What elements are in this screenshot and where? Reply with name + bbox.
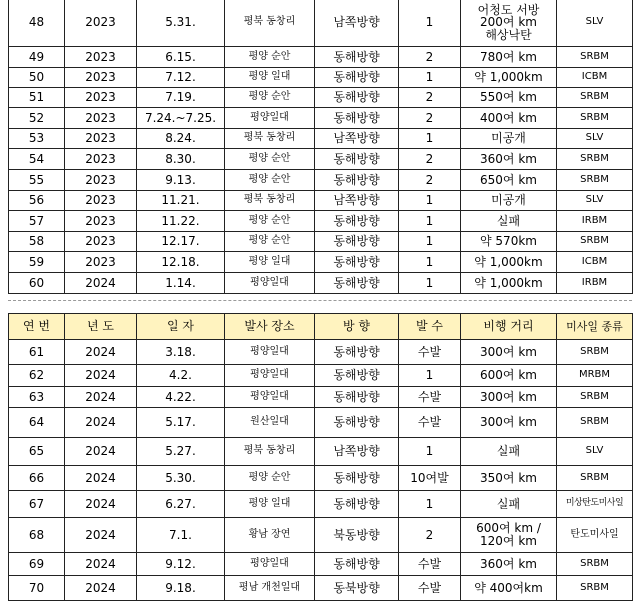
cell-no: 53 bbox=[9, 129, 65, 149]
cell-date: 7.24.~7.25. bbox=[137, 108, 225, 129]
table-row bbox=[9, 170, 633, 191]
cell-place: 황남 장연 bbox=[225, 518, 315, 553]
cell-count: 1 bbox=[399, 0, 461, 47]
table-row bbox=[9, 191, 633, 211]
cell-count: 1 bbox=[399, 365, 461, 387]
cell-place: 평북 동창리 bbox=[225, 0, 315, 47]
cell-date: 12.18. bbox=[137, 252, 225, 273]
cell-year: 2023 bbox=[65, 211, 137, 232]
cell-year: 2023 bbox=[65, 0, 137, 47]
cell-direction: 동해방향 bbox=[315, 553, 399, 576]
cell-place: 평양 순안 bbox=[225, 170, 315, 191]
cell-type: SRBM bbox=[557, 88, 633, 108]
cell-direction: 동해방향 bbox=[315, 340, 399, 365]
cell-count: 수발 bbox=[399, 553, 461, 576]
cell-year: 2023 bbox=[65, 191, 137, 211]
cell-direction: 동해방향 bbox=[315, 88, 399, 108]
cell-count: 1 bbox=[399, 191, 461, 211]
cell-type: SLV bbox=[557, 129, 633, 149]
cell-date: 5.30. bbox=[137, 466, 225, 491]
cell-distance: 약 1,000km bbox=[461, 68, 557, 88]
cell-year: 2023 bbox=[65, 149, 137, 170]
cell-no: 65 bbox=[9, 438, 65, 466]
cell-date: 7.12. bbox=[137, 68, 225, 88]
cell-date: 11.21. bbox=[137, 191, 225, 211]
cell-place: 평양 순안 bbox=[225, 88, 315, 108]
table-row bbox=[9, 211, 633, 232]
cell-date: 9.12. bbox=[137, 553, 225, 576]
cell-count: 2 bbox=[399, 170, 461, 191]
cell-distance: 400여 km bbox=[461, 108, 557, 129]
table-row bbox=[9, 273, 633, 294]
cell-type: 탄도미사일 bbox=[557, 518, 633, 553]
table-row bbox=[9, 88, 633, 108]
cell-count: 1 bbox=[399, 491, 461, 518]
cell-type: 미상탄도미사일 bbox=[557, 491, 633, 518]
cell-distance: 실패 bbox=[461, 491, 557, 518]
cell-no: 59 bbox=[9, 252, 65, 273]
cell-distance: 300여 km bbox=[461, 340, 557, 365]
cell-distance: 실패 bbox=[461, 211, 557, 232]
table-row bbox=[9, 149, 633, 170]
cell-direction: 동북방향 bbox=[315, 576, 399, 601]
cell-no: 58 bbox=[9, 232, 65, 252]
cell-no: 51 bbox=[9, 88, 65, 108]
cell-type: MRBM bbox=[557, 365, 633, 387]
cell-date: 8.30. bbox=[137, 149, 225, 170]
cell-direction: 동해방향 bbox=[315, 491, 399, 518]
cell-year: 2023 bbox=[65, 108, 137, 129]
cell-no: 55 bbox=[9, 170, 65, 191]
cell-no: 61 bbox=[9, 340, 65, 365]
table-row bbox=[9, 68, 633, 88]
cell-direction: 남쪽방향 bbox=[315, 438, 399, 466]
cell-place: 평양 순안 bbox=[225, 211, 315, 232]
cell-date: 5.27. bbox=[137, 438, 225, 466]
header-type: 미사일 종류 bbox=[557, 314, 633, 340]
table-row bbox=[9, 408, 633, 438]
cell-type: SRBM bbox=[557, 108, 633, 129]
cell-direction: 남쪽방향 bbox=[315, 129, 399, 149]
cell-place: 평북 동창리 bbox=[225, 129, 315, 149]
cell-place: 평양일대 bbox=[225, 365, 315, 387]
cell-no: 66 bbox=[9, 466, 65, 491]
table-row bbox=[9, 340, 633, 365]
cell-distance: 650여 km bbox=[461, 170, 557, 191]
cell-distance: 약 570km bbox=[461, 232, 557, 252]
cell-distance: 약 1,000km bbox=[461, 252, 557, 273]
cell-direction: 동해방향 bbox=[315, 47, 399, 68]
cell-no: 56 bbox=[9, 191, 65, 211]
cell-direction: 남쪽방향 bbox=[315, 191, 399, 211]
table-row bbox=[9, 576, 633, 601]
table-row bbox=[9, 553, 633, 576]
cell-year: 2023 bbox=[65, 232, 137, 252]
cell-place: 평양일대 bbox=[225, 553, 315, 576]
cell-distance: 600여 km / 120여 km bbox=[461, 518, 557, 553]
table-row bbox=[9, 129, 633, 149]
cell-type: ICBM bbox=[557, 68, 633, 88]
cell-type: SRBM bbox=[557, 576, 633, 601]
cell-distance: 미공개 bbox=[461, 129, 557, 149]
cell-no: 60 bbox=[9, 273, 65, 294]
header-count: 발 수 bbox=[399, 314, 461, 340]
cell-direction: 동해방향 bbox=[315, 466, 399, 491]
cell-no: 67 bbox=[9, 491, 65, 518]
table-row bbox=[9, 387, 633, 408]
cell-count: 2 bbox=[399, 108, 461, 129]
cell-distance: 약 1,000km bbox=[461, 273, 557, 294]
header-year: 년 도 bbox=[65, 314, 137, 340]
cell-place: 평양일대 bbox=[225, 273, 315, 294]
cell-count: 수발 bbox=[399, 576, 461, 601]
cell-distance: 실패 bbox=[461, 438, 557, 466]
cell-direction: 동해방향 bbox=[315, 211, 399, 232]
cell-no: 49 bbox=[9, 47, 65, 68]
cell-count: 1 bbox=[399, 68, 461, 88]
cell-year: 2024 bbox=[65, 408, 137, 438]
cell-place: 평남 개천일대 bbox=[225, 576, 315, 601]
table-row bbox=[9, 252, 633, 273]
cell-date: 12.17. bbox=[137, 232, 225, 252]
cell-year: 2023 bbox=[65, 170, 137, 191]
header-no: 연 번 bbox=[9, 314, 65, 340]
cell-direction: 동해방향 bbox=[315, 232, 399, 252]
cell-count: 2 bbox=[399, 47, 461, 68]
cell-place: 평양일대 bbox=[225, 340, 315, 365]
table-row bbox=[9, 491, 633, 518]
header-place: 발사 장소 bbox=[225, 314, 315, 340]
table-row bbox=[9, 108, 633, 129]
cell-type: IRBM bbox=[557, 273, 633, 294]
cell-place: 원산일대 bbox=[225, 408, 315, 438]
cell-type: IRBM bbox=[557, 211, 633, 232]
cell-distance: 780여 km bbox=[461, 47, 557, 68]
cell-place: 평양 일대 bbox=[225, 68, 315, 88]
cell-direction: 동해방향 bbox=[315, 68, 399, 88]
cell-type: SRBM bbox=[557, 170, 633, 191]
header-direction: 방 향 bbox=[315, 314, 399, 340]
cell-type: SRBM bbox=[557, 466, 633, 491]
header-distance: 비행 거리 bbox=[461, 314, 557, 340]
cell-no: 69 bbox=[9, 553, 65, 576]
cell-date: 11.22. bbox=[137, 211, 225, 232]
cell-year: 2024 bbox=[65, 273, 137, 294]
cell-date: 9.18. bbox=[137, 576, 225, 601]
cell-distance: 300여 km bbox=[461, 387, 557, 408]
table-row bbox=[9, 232, 633, 252]
cell-type: SRBM bbox=[557, 553, 633, 576]
cell-count: 10여발 bbox=[399, 466, 461, 491]
cell-year: 2024 bbox=[65, 365, 137, 387]
launch-table-top bbox=[8, 0, 633, 294]
table-row bbox=[9, 47, 633, 68]
cell-type: SRBM bbox=[557, 149, 633, 170]
cell-type: SRBM bbox=[557, 408, 633, 438]
cell-date: 7.19. bbox=[137, 88, 225, 108]
cell-date: 5.31. bbox=[137, 0, 225, 47]
cell-no: 50 bbox=[9, 68, 65, 88]
cell-count: 수발 bbox=[399, 340, 461, 365]
table-row bbox=[9, 466, 633, 491]
cell-no: 62 bbox=[9, 365, 65, 387]
cell-place: 평양 일대 bbox=[225, 491, 315, 518]
cell-count: 2 bbox=[399, 88, 461, 108]
cell-place: 평북 동창리 bbox=[225, 191, 315, 211]
cell-type: SRBM bbox=[557, 232, 633, 252]
cell-distance: 300여 km bbox=[461, 408, 557, 438]
cell-year: 2023 bbox=[65, 47, 137, 68]
cell-place: 평양일대 bbox=[225, 108, 315, 129]
cell-direction: 동해방향 bbox=[315, 408, 399, 438]
cell-date: 7.1. bbox=[137, 518, 225, 553]
page-break-divider bbox=[8, 300, 632, 301]
cell-place: 평양 순안 bbox=[225, 149, 315, 170]
cell-count: 수발 bbox=[399, 408, 461, 438]
cell-date: 8.24. bbox=[137, 129, 225, 149]
cell-type: ICBM bbox=[557, 252, 633, 273]
cell-year: 2024 bbox=[65, 438, 137, 466]
cell-distance: 360여 km bbox=[461, 553, 557, 576]
table-row bbox=[9, 365, 633, 387]
cell-year: 2024 bbox=[65, 576, 137, 601]
cell-year: 2024 bbox=[65, 491, 137, 518]
cell-type: SRBM bbox=[557, 387, 633, 408]
cell-count: 1 bbox=[399, 129, 461, 149]
cell-no: 48 bbox=[9, 0, 65, 47]
cell-place: 평양일대 bbox=[225, 387, 315, 408]
cell-no: 57 bbox=[9, 211, 65, 232]
table-row bbox=[9, 438, 633, 466]
cell-place: 평양 순안 bbox=[225, 47, 315, 68]
cell-year: 2023 bbox=[65, 68, 137, 88]
cell-year: 2023 bbox=[65, 252, 137, 273]
cell-count: 1 bbox=[399, 211, 461, 232]
table-header-row bbox=[9, 314, 633, 340]
cell-year: 2024 bbox=[65, 340, 137, 365]
cell-type: SRBM bbox=[557, 47, 633, 68]
cell-type: SLV bbox=[557, 191, 633, 211]
cell-distance: 550여 km bbox=[461, 88, 557, 108]
cell-direction: 동해방향 bbox=[315, 108, 399, 129]
table-row bbox=[9, 0, 633, 47]
cell-date: 9.13. bbox=[137, 170, 225, 191]
cell-no: 54 bbox=[9, 149, 65, 170]
cell-direction: 북동방향 bbox=[315, 518, 399, 553]
cell-date: 3.18. bbox=[137, 340, 225, 365]
cell-no: 64 bbox=[9, 408, 65, 438]
cell-date: 5.17. bbox=[137, 408, 225, 438]
cell-no: 70 bbox=[9, 576, 65, 601]
cell-year: 2023 bbox=[65, 129, 137, 149]
cell-date: 4.2. bbox=[137, 365, 225, 387]
cell-direction: 동해방향 bbox=[315, 252, 399, 273]
launch-table-bottom bbox=[8, 313, 633, 601]
cell-count: 1 bbox=[399, 232, 461, 252]
cell-direction: 남쪽방향 bbox=[315, 0, 399, 47]
cell-date: 6.15. bbox=[137, 47, 225, 68]
cell-count: 2 bbox=[399, 149, 461, 170]
cell-year: 2023 bbox=[65, 88, 137, 108]
cell-date: 4.22. bbox=[137, 387, 225, 408]
cell-direction: 동해방향 bbox=[315, 273, 399, 294]
cell-place: 평양 순안 bbox=[225, 466, 315, 491]
cell-place: 평양 순안 bbox=[225, 232, 315, 252]
cell-count: 1 bbox=[399, 273, 461, 294]
table-row bbox=[9, 518, 633, 553]
cell-count: 2 bbox=[399, 518, 461, 553]
cell-distance: 350여 km bbox=[461, 466, 557, 491]
cell-year: 2024 bbox=[65, 553, 137, 576]
cell-distance: 미공개 bbox=[461, 191, 557, 211]
cell-no: 52 bbox=[9, 108, 65, 129]
cell-distance: 600여 km bbox=[461, 365, 557, 387]
cell-year: 2024 bbox=[65, 387, 137, 408]
cell-type: SLV bbox=[557, 438, 633, 466]
cell-place: 평북 동창리 bbox=[225, 438, 315, 466]
cell-date: 6.27. bbox=[137, 491, 225, 518]
cell-place: 평양 일대 bbox=[225, 252, 315, 273]
cell-count: 수발 bbox=[399, 387, 461, 408]
cell-year: 2024 bbox=[65, 518, 137, 553]
cell-type: SLV bbox=[557, 0, 633, 47]
cell-type: SRBM bbox=[557, 340, 633, 365]
cell-direction: 동해방향 bbox=[315, 387, 399, 408]
cell-direction: 동해방향 bbox=[315, 149, 399, 170]
cell-distance: 어청도 서방 200여 km 해상낙탄 bbox=[461, 0, 557, 47]
cell-distance: 약 400여km bbox=[461, 576, 557, 601]
cell-year: 2024 bbox=[65, 466, 137, 491]
cell-date: 1.14. bbox=[137, 273, 225, 294]
cell-count: 1 bbox=[399, 252, 461, 273]
header-date: 일 자 bbox=[137, 314, 225, 340]
cell-direction: 동해방향 bbox=[315, 170, 399, 191]
cell-no: 63 bbox=[9, 387, 65, 408]
cell-count: 1 bbox=[399, 438, 461, 466]
cell-no: 68 bbox=[9, 518, 65, 553]
cell-distance: 360여 km bbox=[461, 149, 557, 170]
cell-direction: 동해방향 bbox=[315, 365, 399, 387]
